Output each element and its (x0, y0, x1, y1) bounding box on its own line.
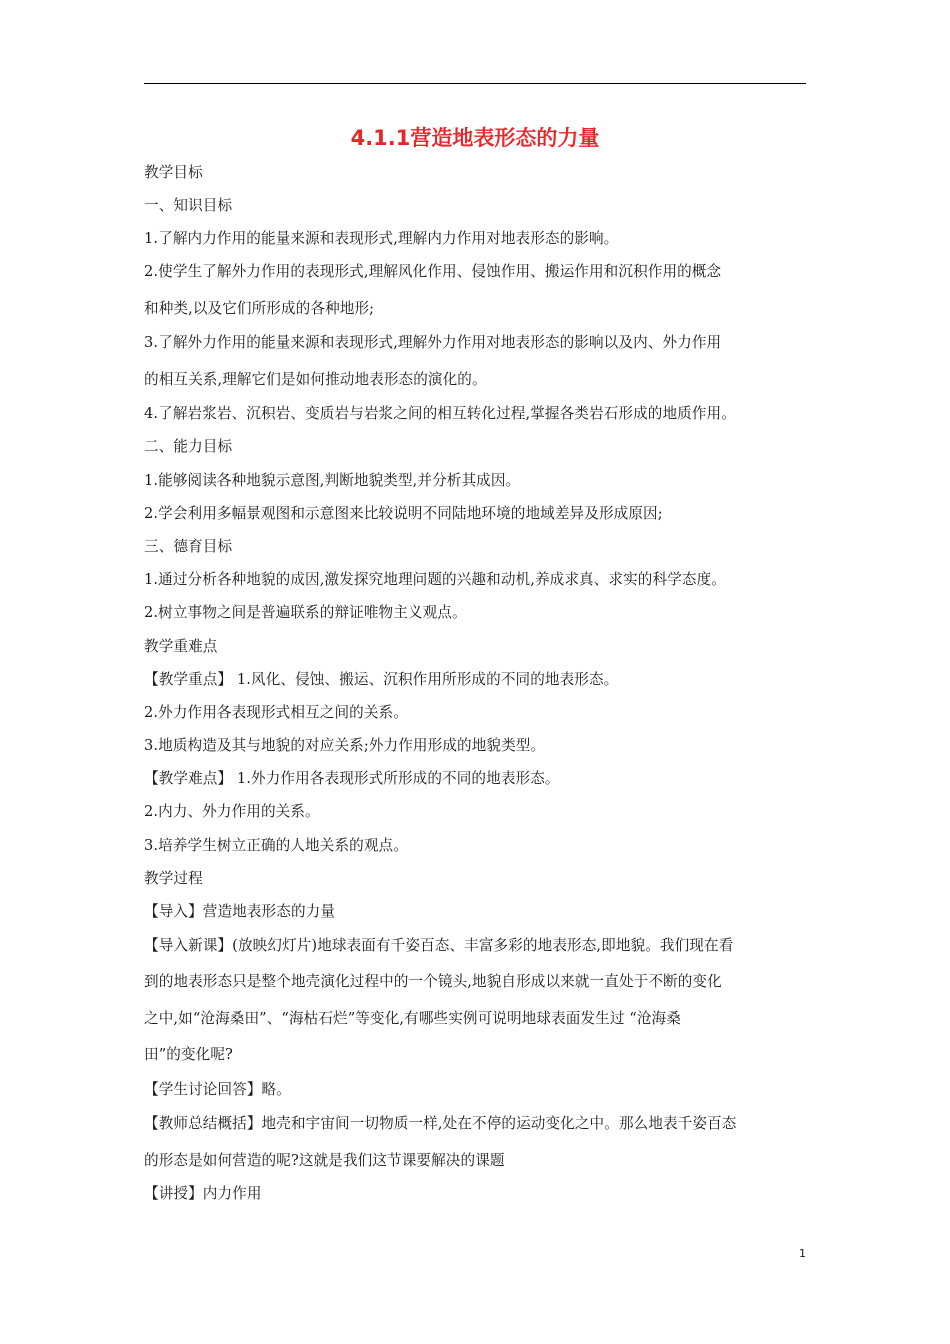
text-line: 1.了解内力作用的能量来源和表现形式,理解内力作用对地表形态的影响。 (144, 230, 619, 247)
text-line: 【讲授】内力作用 (144, 1185, 262, 1202)
text-line: 1.通过分析各种地貌的成因,激发探究地理问题的兴趣和动机,养成求真、求实的科学态度。 (144, 571, 726, 588)
text-line: 2.使学生了解外力作用的表现形式,理解风化作用、侵蚀作用、搬运作用和沉积作用的概念 (144, 263, 722, 280)
text-line: 三、德育目标 (144, 538, 233, 555)
text-line: 3.了解外力作用的能量来源和表现形式,理解外力作用对地表形态的影响以及内、外力作用 (144, 334, 722, 351)
text-line: 的形态是如何营造的呢?这就是我们这节课要解决的课题 (144, 1152, 505, 1169)
text-line: 2.外力作用各表现形式相互之间的关系。 (144, 704, 408, 721)
text-line: 【导入新课】(放映幻灯片)地球表面有千姿百态、丰富多彩的地表形态,即地貌。我们现在看 (144, 937, 734, 954)
text-line: 4.了解岩浆岩、沉积岩、变质岩与岩浆之间的相互转化过程,掌握各类岩石形成的地质作用。 (144, 405, 736, 422)
text-line: 1.能够阅读各种地貌示意图,判断地貌类型,并分析其成因。 (144, 472, 521, 489)
header-rule (144, 83, 806, 84)
text-line: 的相互关系,理解它们是如何推动地表形态的演化的。 (144, 371, 487, 388)
text-line: 3.培养学生树立正确的人地关系的观点。 (144, 837, 408, 854)
text-line: 教学重难点 (144, 638, 218, 655)
document-title: 4.1.1营造地表形态的力量 (350, 126, 600, 150)
text-line: 3.地质构造及其与地貌的对应关系;外力作用形成的地貌类型。 (144, 737, 546, 754)
text-line: 【学生讨论回答】略。 (144, 1081, 291, 1098)
text-line: 二、能力目标 (144, 438, 233, 455)
text-line: 一、知识目标 (144, 197, 233, 214)
text-line: 2.内力、外力作用的关系。 (144, 803, 320, 820)
page-number: 1 (799, 1247, 806, 1260)
text-line: 教学过程 (144, 870, 203, 887)
text-line: 2.树立事物之间是普遍联系的辩证唯物主义观点。 (144, 604, 467, 621)
text-line: 到的地表形态只是整个地壳演化过程中的一个镜头,地貌自形成以来就一直处于不断的变化 (144, 973, 722, 990)
text-line: 之中,如“沧海桑田”、“海枯石烂”等变化,有哪些实例可说明地球表面发生过 “沧海桑 (144, 1010, 681, 1027)
text-line: 【教学重点】 1.风化、侵蚀、搬运、沉积作用所形成的不同的地表形态。 (144, 671, 619, 688)
text-line: 【教师总结概括】地壳和宇宙间一切物质一样,处在不停的运动变化之中。那么地表千姿百态 (144, 1115, 737, 1132)
text-line: 【导入】营造地表形态的力量 (144, 903, 336, 920)
text-line: 2.学会利用多幅景观图和示意图来比较说明不同陆地环境的地域差异及形成原因; (144, 505, 663, 522)
text-line: 【教学难点】 1.外力作用各表现形式所形成的不同的地表形态。 (144, 770, 560, 787)
text-line: 教学目标 (144, 164, 203, 181)
text-line: 和种类,以及它们所形成的各种地形; (144, 300, 375, 317)
text-line: 田”的变化呢? (144, 1046, 233, 1063)
